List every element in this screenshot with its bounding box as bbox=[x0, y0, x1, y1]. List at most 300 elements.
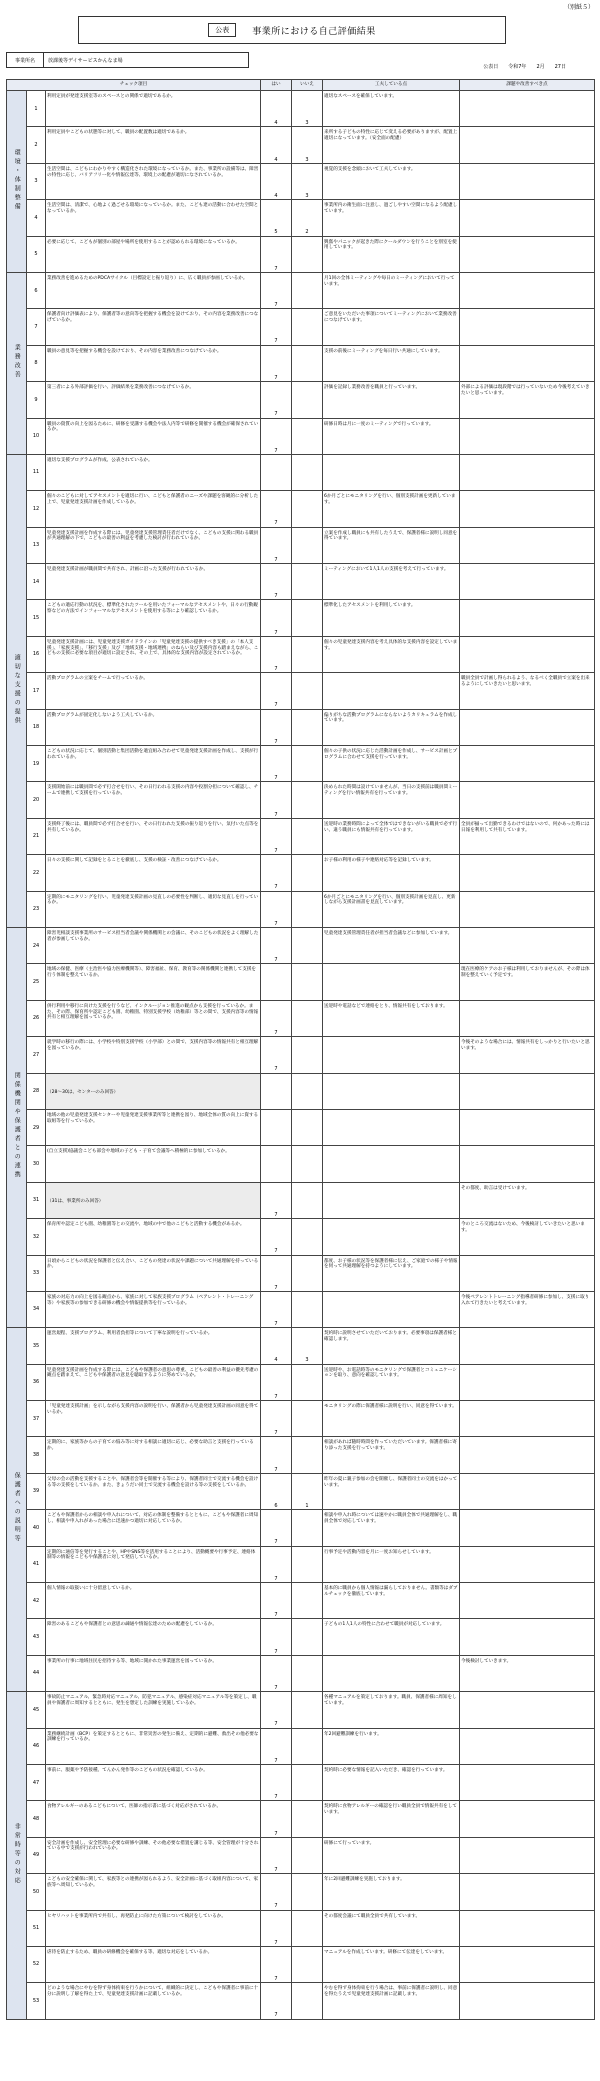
date-year: 令和7年 bbox=[508, 64, 527, 70]
yes-count: 7 bbox=[261, 1546, 292, 1582]
table-row bbox=[7, 91, 595, 127]
publish-badge: 公表 bbox=[208, 23, 236, 37]
issue-text bbox=[460, 1510, 595, 1546]
item-number: 49 bbox=[27, 1837, 46, 1873]
effort-text: 契約時に食物アレルギーの確認を行い職員全員で情報共有をしています。 bbox=[323, 1801, 460, 1837]
issue-text bbox=[460, 272, 595, 308]
page-note: （別紙５） bbox=[563, 4, 594, 11]
effort-text: マニュアルを作成しています。研修にて伝達をしています。 bbox=[323, 1946, 460, 1982]
no-count bbox=[292, 345, 323, 381]
table-row bbox=[7, 891, 595, 927]
check-item: 生活空間は、清潔で、心地よく過ごせる環境になっているか。また、こども達の活動に合わせた空間となっているか。 bbox=[46, 200, 261, 236]
no-count bbox=[292, 1219, 323, 1255]
check-item: 生活空間は、こどもにわかりやすく構造化された環境になっているか。また、事業所の設備等は、障害の特性に応じ、バリアフリー化や情報伝達等、環境上の配慮が適切になされているか。 bbox=[46, 163, 261, 199]
date-month: 2月 bbox=[536, 64, 545, 70]
publish-date bbox=[483, 63, 566, 70]
effort-text: 月1回の全体ミーティングや毎日のミーティングにおいて行っています。 bbox=[323, 272, 460, 308]
item-number: 42 bbox=[27, 1583, 46, 1619]
page-title: 事業所における自己評価結果 bbox=[252, 26, 376, 37]
table-row bbox=[7, 1037, 595, 1073]
effort-text: 支援の前後にミーティングを毎日行い共通にしています。 bbox=[323, 345, 460, 381]
yes-count: 7 bbox=[261, 746, 292, 782]
no-count bbox=[292, 1073, 323, 1109]
category-text: 環境・体制整備 bbox=[13, 148, 21, 212]
effort-text bbox=[323, 673, 460, 709]
no-count bbox=[292, 1109, 323, 1145]
column-item: チェック項目 bbox=[7, 80, 261, 91]
item-number: 51 bbox=[27, 1910, 46, 1946]
item-number: 36 bbox=[27, 1364, 46, 1400]
issue-text bbox=[460, 564, 595, 600]
table-row bbox=[7, 1401, 595, 1437]
issue-text bbox=[460, 491, 595, 527]
item-number: 19 bbox=[27, 746, 46, 782]
yes-count bbox=[261, 1146, 292, 1182]
check-item: 児童発達支援計画が職員間で共有され、計画に沿った支援が行われているか。 bbox=[46, 564, 261, 600]
no-count bbox=[292, 1000, 323, 1036]
yes-count: 7 bbox=[261, 1655, 292, 1691]
effort-text: やむを得ず身体拘束を行う場合は、事前に保護者に説明し、同意を得たうえで児童発達支援計画に記載します。 bbox=[323, 1983, 460, 2019]
item-number: 16 bbox=[27, 636, 46, 672]
issue-text bbox=[460, 1109, 595, 1145]
date-day: 27日 bbox=[554, 64, 566, 70]
yes-count: 7 bbox=[261, 855, 292, 891]
table-row bbox=[7, 345, 595, 381]
no-count bbox=[292, 1364, 323, 1400]
table-row bbox=[7, 382, 595, 418]
table-row bbox=[7, 1437, 595, 1473]
effort-text bbox=[323, 1655, 460, 1691]
effort-text: 来所する子どもの特性に応じて変える必要がありますが、配置上適切になっています。（安全面の配慮） bbox=[323, 127, 460, 163]
check-item: 業務継続計画（BCP）を策定するとともに、非常災害の発生に備え、定期的に避難、救出その他必要な訓練を行っているか。 bbox=[46, 1728, 261, 1764]
table-row bbox=[7, 1728, 595, 1764]
yes-count: 7 bbox=[261, 309, 292, 345]
no-count bbox=[292, 454, 323, 490]
yes-count: 7 bbox=[261, 1728, 292, 1764]
issue-text bbox=[460, 1583, 595, 1619]
table-row bbox=[7, 200, 595, 236]
issue-text bbox=[460, 91, 595, 127]
table-row bbox=[7, 1291, 595, 1327]
check-item: （31は、事業所のみ回答） bbox=[46, 1182, 261, 1218]
issue-text: 職員全員で計画し得られるよう、なるべく全職員で立案を出来るようにしていきたいと思います。 bbox=[460, 673, 595, 709]
item-number: 26 bbox=[27, 1000, 46, 1036]
table-row bbox=[7, 818, 595, 854]
check-item: 支援開始前には職員間で必ず打合せを行い、その日行われる支援の内容や役割分担について確認し、チームで連携して支援を行っているか。 bbox=[46, 782, 261, 818]
issue-text bbox=[460, 636, 595, 672]
table-row bbox=[7, 1655, 595, 1691]
check-item: 活動プログラムの立案をチームで行っているか。 bbox=[46, 673, 261, 709]
check-item: 事故防止マニュアル、緊急時対応マニュアル、防犯マニュアル、感染症対応マニュアル等を策定し、職員や保護者に周知するとともに、発生を想定した訓練を実施しているか。 bbox=[46, 1692, 261, 1728]
effort-text bbox=[323, 1037, 460, 1073]
category-label bbox=[7, 1328, 27, 1692]
no-count bbox=[292, 1837, 323, 1873]
item-number: 44 bbox=[27, 1655, 46, 1691]
check-item: 障害のあるこどもや保護者との意思の疎通や情報伝達のための配慮をしているか。 bbox=[46, 1619, 261, 1655]
issue-text bbox=[460, 1728, 595, 1764]
issue-text bbox=[460, 709, 595, 745]
evaluation-table bbox=[6, 79, 595, 2020]
category-label bbox=[7, 927, 27, 1327]
issue-text bbox=[460, 127, 595, 163]
item-number: 24 bbox=[27, 927, 46, 963]
table-row bbox=[7, 709, 595, 745]
yes-count: 7 bbox=[261, 236, 292, 272]
effort-text: ご意見をいただいた事項についてミーティングにおいて業務改善につなげています。 bbox=[323, 309, 460, 345]
check-item: 児童発達支援計画を作成する際には、児童発達支援管理責任者だけでなく、こどもの支援に関わる職員が共通理解の下で、こどもの最善の利益を考慮した検討が行われているか。 bbox=[46, 527, 261, 563]
no-count bbox=[292, 1655, 323, 1691]
category-label bbox=[7, 272, 27, 454]
effort-text: 評価を記録し業務改善を職員と行っています。 bbox=[323, 382, 460, 418]
no-count: 3 bbox=[292, 1328, 323, 1364]
category-label bbox=[7, 91, 27, 273]
yes-count: 7 bbox=[261, 927, 292, 963]
effort-text bbox=[323, 1146, 460, 1182]
check-item: 業務改善を進めるためのPDCAサイクル（目標設定と振り返り）に、広く職員が参画しているか。 bbox=[46, 272, 261, 308]
table-row bbox=[7, 1182, 595, 1218]
issue-text bbox=[460, 855, 595, 891]
table-row bbox=[7, 1874, 595, 1910]
check-item: 支援終了後には、職員間で必ず打合せを行い、その日行われた支援の振り返りを行い、気付いた点等を共有しているか。 bbox=[46, 818, 261, 854]
no-count bbox=[292, 564, 323, 600]
no-count bbox=[292, 927, 323, 963]
table-row bbox=[7, 855, 595, 891]
issue-text bbox=[460, 891, 595, 927]
no-count: 3 bbox=[292, 91, 323, 127]
no-count bbox=[292, 891, 323, 927]
table-row bbox=[7, 1764, 595, 1800]
yes-count: 7 bbox=[261, 782, 292, 818]
item-number: 3 bbox=[27, 163, 46, 199]
item-number: 43 bbox=[27, 1619, 46, 1655]
table-header bbox=[7, 80, 595, 91]
yes-count: 7 bbox=[261, 1910, 292, 1946]
check-item: 利用定員が発達支援室等のスペースとの関係で適切であるか。 bbox=[46, 91, 261, 127]
item-number: 45 bbox=[27, 1692, 46, 1728]
issue-text bbox=[460, 1692, 595, 1728]
issue-text: 外部による評価は現段階では行っていないため今後考えていきたいと思っています。 bbox=[460, 382, 595, 418]
issue-text: 今のところ交流はないため、今後検討していきたいと思います。 bbox=[460, 1219, 595, 1255]
table-row bbox=[7, 1364, 595, 1400]
table-row bbox=[7, 1910, 595, 1946]
check-item: どのような場合にやむを得ず身体拘束を行うかについて、組織的に決定し、こどもや保護者に事前に十分に説明し了解を得た上で、児童発達支援計画に記載しているか。 bbox=[46, 1983, 261, 2019]
yes-count: 7 bbox=[261, 1946, 292, 1982]
item-number: 23 bbox=[27, 891, 46, 927]
yes-count: 7 bbox=[261, 564, 292, 600]
check-item: 日頃からこどもの状況を保護者と伝え合い、こどもの発達の状況や課題について共通理解を持っているか。 bbox=[46, 1255, 261, 1291]
issue-text bbox=[460, 746, 595, 782]
yes-count: 7 bbox=[261, 382, 292, 418]
no-count: 3 bbox=[292, 163, 323, 199]
yes-count: 7 bbox=[261, 1801, 292, 1837]
check-item: 事前に、服薬や予防接種、てんかん発作等のこどもの状況を確認しているか。 bbox=[46, 1764, 261, 1800]
effort-text: 個々の児童発達支援内容を考え具体的な支援内容を設定しています。 bbox=[323, 636, 460, 672]
yes-count: 7 bbox=[261, 1583, 292, 1619]
effort-text: 立案を作成し職員にも共有したうえで、保護者様に説明し同意を得ています。 bbox=[323, 527, 460, 563]
item-number: 33 bbox=[27, 1255, 46, 1291]
check-item: 保護者向け評価表により、保護者等の意向等を把握する機会を設けており、その内容を業務改善につなげているか。 bbox=[46, 309, 261, 345]
category-text: 非常時等の対応 bbox=[13, 1822, 21, 1886]
no-count bbox=[292, 1728, 323, 1764]
item-number: 30 bbox=[27, 1146, 46, 1182]
yes-count: 7 bbox=[261, 527, 292, 563]
check-item: 運営規程、支援プログラム、利用者負担等について丁寧な説明を行っているか。 bbox=[46, 1328, 261, 1364]
date-label: 公表日 bbox=[483, 64, 499, 70]
issue-text bbox=[460, 454, 595, 490]
effort-text: 都度、お子様の状況等を保護者様に伝え、ご家庭での様子や情報を伺って共通理解を持つようにしています。 bbox=[323, 1255, 460, 1291]
table-row bbox=[7, 673, 595, 709]
yes-count: 4 bbox=[261, 163, 292, 199]
no-count bbox=[292, 418, 323, 454]
issue-text bbox=[460, 1910, 595, 1946]
effort-text: 年に2回避難訓練を実施しております。 bbox=[323, 1874, 460, 1910]
column-effort: 工夫している点 bbox=[323, 80, 460, 91]
title-box bbox=[78, 16, 506, 44]
no-count: 2 bbox=[292, 200, 323, 236]
item-number: 39 bbox=[27, 1473, 46, 1509]
effort-text: 児童発達支援管理責任者が担当者会議などに参加しています。 bbox=[323, 927, 460, 963]
issue-text bbox=[460, 345, 595, 381]
item-number: 31 bbox=[27, 1182, 46, 1218]
table-row bbox=[7, 1000, 595, 1036]
table-row bbox=[7, 564, 595, 600]
issue-text bbox=[460, 236, 595, 272]
table-row bbox=[7, 1546, 595, 1582]
effort-text bbox=[323, 1219, 460, 1255]
issue-text bbox=[460, 163, 595, 199]
yes-count: 7 bbox=[261, 1291, 292, 1327]
effort-text: 相談や申入れ時については速やかに職員全体で共通理解をし、職員全体で対応しています。 bbox=[323, 1510, 460, 1546]
no-count bbox=[292, 1037, 323, 1073]
item-number: 9 bbox=[27, 382, 46, 418]
item-number: 32 bbox=[27, 1219, 46, 1255]
category-text: 適切な支援の提供 bbox=[13, 653, 21, 726]
item-number: 5 bbox=[27, 236, 46, 272]
issue-text bbox=[460, 418, 595, 454]
no-count bbox=[292, 491, 323, 527]
item-number: 52 bbox=[27, 1946, 46, 1982]
yes-count: 7 bbox=[261, 1364, 292, 1400]
facility-label: 事業所名 bbox=[6, 52, 44, 68]
effort-text: 子どもの1人1人の特性に合わせて職員が対応しています。 bbox=[323, 1619, 460, 1655]
check-item: 父母の会の活動を支援することや、保護者会等を開催する等により、保護者同士で交流する機会を設ける等の支援をしているか。また、きょうだい同士で交流する機会を設ける等の支援をしているか。 bbox=[46, 1473, 261, 1509]
effort-text bbox=[323, 1291, 460, 1327]
yes-count: 7 bbox=[261, 345, 292, 381]
check-item: こどもの状況に応じて、個別活動と集団活動を適宜組み合わせて児童発達支援計画を作成し、支援が行われているか。 bbox=[46, 746, 261, 782]
table-row bbox=[7, 1619, 595, 1655]
effort-text: 契約時に必要な情報を記入いただき、確認を行っています。 bbox=[323, 1764, 460, 1800]
issue-text bbox=[460, 1546, 595, 1582]
yes-count: 7 bbox=[261, 1437, 292, 1473]
column-issue: 課題や改善すべき点 bbox=[460, 80, 595, 91]
issue-text bbox=[460, 1364, 595, 1400]
item-number: 20 bbox=[27, 782, 46, 818]
issue-text bbox=[460, 1146, 595, 1182]
yes-count: 7 bbox=[261, 818, 292, 854]
item-number: 27 bbox=[27, 1037, 46, 1073]
item-number: 48 bbox=[27, 1801, 46, 1837]
no-count bbox=[292, 855, 323, 891]
no-count bbox=[292, 1401, 323, 1437]
check-item: 地域の他の児童発達支援センターや児童発達支援事業所等と連携を図り、地域全体の質の向上に資する取組等を行っているか。 bbox=[46, 1109, 261, 1145]
issue-text bbox=[460, 1874, 595, 1910]
issue-text bbox=[460, 1764, 595, 1800]
no-count: 1 bbox=[292, 1473, 323, 1509]
effort-text: 送迎時の業務時間によって全体ではできないがいる職員で必ず行い、違う職員にも情報共有を行っています。 bbox=[323, 818, 460, 854]
item-number: 10 bbox=[27, 418, 46, 454]
item-number: 38 bbox=[27, 1437, 46, 1473]
effort-text: 昨年の夏に親子参加の会を開催し、保護者同士の交流をはかっています。 bbox=[323, 1473, 460, 1509]
item-number: 29 bbox=[27, 1109, 46, 1145]
yes-count: 7 bbox=[261, 1037, 292, 1073]
effort-text bbox=[323, 1182, 460, 1218]
table-row bbox=[7, 600, 595, 636]
category-label bbox=[7, 454, 27, 927]
issue-text bbox=[460, 1473, 595, 1509]
issue-text bbox=[460, 1328, 595, 1364]
effort-text: 視覚的支援を念頭において工夫しています。 bbox=[323, 163, 460, 199]
issue-text bbox=[460, 1983, 595, 2019]
effort-text: 研修にて行っています。 bbox=[323, 1837, 460, 1873]
table-row bbox=[7, 964, 595, 1000]
item-number: 35 bbox=[27, 1328, 46, 1364]
table-row bbox=[7, 272, 595, 308]
no-count bbox=[292, 600, 323, 636]
issue-text bbox=[460, 1401, 595, 1437]
item-number: 22 bbox=[27, 855, 46, 891]
yes-count: 7 bbox=[261, 1837, 292, 1873]
check-item: 地域の保健、医療（主治医や協力医療機関等）、障害福祉、保育、教育等の関係機関と連携して支援を行う体制を整えているか。 bbox=[46, 964, 261, 1000]
yes-count: 7 bbox=[261, 673, 292, 709]
no-count bbox=[292, 1255, 323, 1291]
item-number: 11 bbox=[27, 454, 46, 490]
item-number: 25 bbox=[27, 964, 46, 1000]
check-item: こどもや保護者からの相談や申入れについて、対応の体制を整備するとともに、こどもや保護者に周知し、相談や申入れがあった場合に迅速かつ適切に対応しているか。 bbox=[46, 1510, 261, 1546]
no-count bbox=[292, 1983, 323, 2019]
item-number: 46 bbox=[27, 1728, 46, 1764]
effort-text: 行事予定や活動内容を月に一度お知らせしています。 bbox=[323, 1546, 460, 1582]
yes-count: 7 bbox=[261, 1182, 292, 1218]
check-item: 児童発達支援計画には、児童発達支援ガイドラインの「児童発達支援の提供すべき支援」の「本人支援」、「家族支援」、「移行支援」及び「地域支援・地域連携」のねらい及び支援内容も踏まえながら、こどもの支援に必要な項目が適切に設定され、その上で、具体的な支援内容が設定されているか。 bbox=[46, 636, 261, 672]
issue-text bbox=[460, 1000, 595, 1036]
effort-text bbox=[323, 964, 460, 1000]
table-row bbox=[7, 1583, 595, 1619]
issue-text: 今後そのような場合には、情報共有をしっかりと行いたいと思います。 bbox=[460, 1037, 595, 1073]
no-count bbox=[292, 1910, 323, 1946]
check-item: （28～30は、センターのみ回答） bbox=[46, 1073, 261, 1109]
category-text: 業務改善 bbox=[13, 344, 21, 381]
item-number: 13 bbox=[27, 527, 46, 563]
no-count bbox=[292, 236, 323, 272]
no-count bbox=[292, 1764, 323, 1800]
no-count bbox=[292, 382, 323, 418]
table-row bbox=[7, 1510, 595, 1546]
table-row bbox=[7, 1946, 595, 1982]
item-number: 37 bbox=[27, 1401, 46, 1437]
issue-text: その都度、助言は受けています。 bbox=[460, 1182, 595, 1218]
issue-text bbox=[460, 782, 595, 818]
item-number: 17 bbox=[27, 673, 46, 709]
yes-count: 4 bbox=[261, 1328, 292, 1364]
table-row bbox=[7, 1255, 595, 1291]
check-item: 定期的に通信等を発行することや、HPやSNS等を活用することにより、活動概要や行事予定、連絡体制等の情報をこどもや保護者に対して発信しているか。 bbox=[46, 1546, 261, 1582]
check-item: 保育所や認定こども園、幼稚園等との交流や、地域の中で他のこどもと活動する機会があるか。 bbox=[46, 1219, 261, 1255]
issue-text bbox=[460, 1073, 595, 1109]
effort-text: お子様の利用の様子や連絡対応等を記録しています。 bbox=[323, 855, 460, 891]
item-number: 34 bbox=[27, 1291, 46, 1327]
yes-count: 5 bbox=[261, 200, 292, 236]
check-item: 活動プログラムが固定化しないよう工夫しているか。 bbox=[46, 709, 261, 745]
effort-text: 標準化したアセスメントを利用しています。 bbox=[323, 600, 460, 636]
item-number: 18 bbox=[27, 709, 46, 745]
table-row bbox=[7, 527, 595, 563]
check-item: 定期的に、家族等からの子育ての悩み等に対する相談に適切に応じ、必要な助言と支援を行っているか。 bbox=[46, 1437, 261, 1473]
yes-count bbox=[261, 454, 292, 490]
item-number: 21 bbox=[27, 818, 46, 854]
check-item: 職員の意見等を把握する機会を設けており、その内容を業務改善につなげているか。 bbox=[46, 345, 261, 381]
no-count bbox=[292, 309, 323, 345]
yes-count: 7 bbox=[261, 1000, 292, 1036]
check-item: 定期的にモニタリングを行い、児童発達支援計画の見直しの必要性を判断し、適切な見直しを行っているか。 bbox=[46, 891, 261, 927]
no-count bbox=[292, 1801, 323, 1837]
issue-text bbox=[460, 200, 595, 236]
no-count bbox=[292, 1146, 323, 1182]
check-item: 食物アレルギーのあるこどもについて、医師の指示書に基づく対応がされているか。 bbox=[46, 1801, 261, 1837]
issue-text bbox=[460, 1946, 595, 1982]
check-item: 安全計画を作成し、安全管理に必要な研修や訓練、その他必要な措置を講じる等、安全管理が十分されている中で支援が行われているか。 bbox=[46, 1837, 261, 1873]
yes-count: 7 bbox=[261, 1983, 292, 2019]
no-count bbox=[292, 1874, 323, 1910]
table-row bbox=[7, 1073, 595, 1109]
check-item: こどもの安全確保に関して、家族等との連携が図られるよう、安全計画に基づく取組内容について、家族等へ周知しているか。 bbox=[46, 1874, 261, 1910]
no-count bbox=[292, 964, 323, 1000]
item-number: 6 bbox=[27, 272, 46, 308]
issue-text bbox=[460, 1255, 595, 1291]
item-number: 4 bbox=[27, 200, 46, 236]
table-row bbox=[7, 1328, 595, 1364]
issue-text: 全員が揃って出勤できるわけではないので、何かあった時には日報を利用して共有しています。 bbox=[460, 818, 595, 854]
item-number: 7 bbox=[27, 309, 46, 345]
no-count bbox=[292, 709, 323, 745]
check-item: 個々のこどもに対してアセスメントを適切に行い、こどもと保護者のニーズや課題を客観的に分析した上で、児童発達支援計画を作成しているか。 bbox=[46, 491, 261, 527]
no-count bbox=[292, 818, 323, 854]
yes-count: 4 bbox=[261, 91, 292, 127]
no-count bbox=[292, 1437, 323, 1473]
check-item: 事業所の行事に地域住民を招待する等、地域に開かれた事業運営を図っているか。 bbox=[46, 1655, 261, 1691]
effort-text: 興奮やパニックが起きた際にクールダウンを行うことを別室を使用しています。 bbox=[323, 236, 460, 272]
table-row bbox=[7, 1692, 595, 1728]
table-row bbox=[7, 636, 595, 672]
effort-text: 6か月ごとにモニタリングを行い、個別支援計画を更新しています。 bbox=[323, 491, 460, 527]
table-row bbox=[7, 927, 595, 963]
table-row bbox=[7, 163, 595, 199]
yes-count: 7 bbox=[261, 636, 292, 672]
effort-text: 送迎時や、お電話時等のモニタリングで保護者とコミュニケーションを取り、意向を確認しています。 bbox=[323, 1364, 460, 1400]
issue-text: 今後ペアレントトレーニング指導者研修に参加し、支援に取り入れて行きたいと考えています。 bbox=[460, 1291, 595, 1327]
yes-count: 7 bbox=[261, 709, 292, 745]
no-count bbox=[292, 673, 323, 709]
effort-text: 決められた時間は設けていませんが、当日の支援前は職員間ミーティングを行い情報共有を行っています。 bbox=[323, 782, 460, 818]
no-count bbox=[292, 527, 323, 563]
check-item: 必要に応じて、こどもが個別の部屋や場所を使用することが認められる環境になっているか。 bbox=[46, 236, 261, 272]
table-row bbox=[7, 1983, 595, 2019]
check-item: 利用定員やこどもの状態等に対して、職員の配置数は適切であるか。 bbox=[46, 127, 261, 163]
item-number: 1 bbox=[27, 91, 46, 127]
column-yes: はい bbox=[261, 80, 292, 91]
check-item: こどもの適応行動の状況を、標準化されたツールを用いたフォーマルなアセスメントや、日々の行動観察などの方法でインフォーマルなアセスメントを使用する等により確認しているか。 bbox=[46, 600, 261, 636]
effort-text: 事業所内の衛生面に注意し、過ごしやすい空間になるよう配慮しています。 bbox=[323, 200, 460, 236]
table-row bbox=[7, 491, 595, 527]
